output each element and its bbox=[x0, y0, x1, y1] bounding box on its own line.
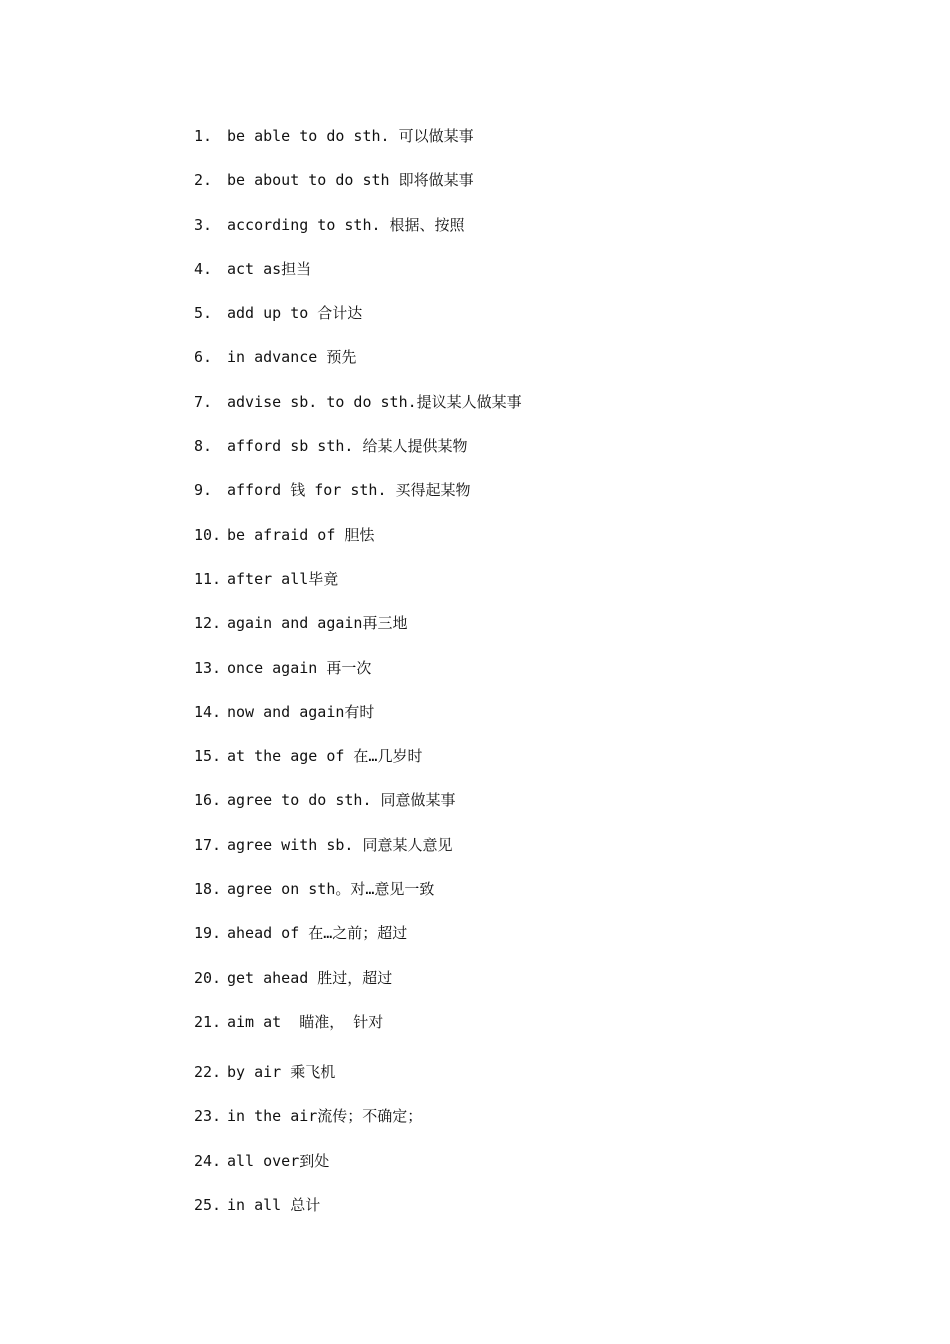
item-number: 24. bbox=[194, 1151, 222, 1170]
list-item bbox=[194, 1060, 522, 1104]
item-text: once again 再一次 bbox=[227, 658, 372, 677]
item-number: 21. bbox=[194, 1012, 222, 1031]
item-number: 20. bbox=[194, 968, 222, 987]
list-item bbox=[194, 611, 522, 655]
list-item bbox=[194, 700, 522, 744]
list-item bbox=[194, 478, 522, 522]
list-item bbox=[194, 966, 522, 1010]
list-item bbox=[194, 434, 522, 478]
list-item bbox=[194, 257, 522, 301]
item-text: again and again再三地 bbox=[227, 614, 408, 633]
item-text: in advance 预先 bbox=[227, 348, 357, 367]
list-item bbox=[194, 744, 522, 788]
item-text: now and again有时 bbox=[227, 702, 375, 721]
item-number: 6. bbox=[194, 348, 213, 367]
item-number: 9. bbox=[194, 481, 213, 500]
item-text: agree with sb. 同意某人意见 bbox=[227, 835, 453, 854]
item-number: 7. bbox=[194, 392, 213, 411]
list-item bbox=[194, 567, 522, 611]
list-item bbox=[194, 921, 522, 965]
list-item bbox=[194, 301, 522, 345]
item-number: 12. bbox=[194, 614, 222, 633]
item-text: at the age of 在…几岁时 bbox=[227, 747, 423, 766]
item-text: in the air流传；不确定； bbox=[227, 1107, 423, 1126]
item-number: 2. bbox=[194, 171, 213, 190]
item-text: act as担当 bbox=[227, 259, 312, 278]
list-item bbox=[194, 656, 522, 700]
item-number: 25. bbox=[194, 1195, 222, 1214]
item-number: 19. bbox=[194, 924, 222, 943]
item-text: in all 总计 bbox=[227, 1195, 321, 1214]
item-number: 14. bbox=[194, 702, 222, 721]
item-number: 16. bbox=[194, 791, 222, 810]
list-item bbox=[194, 124, 522, 168]
item-number: 1. bbox=[194, 127, 213, 145]
item-number: 17. bbox=[194, 835, 222, 854]
item-number: 10. bbox=[194, 525, 222, 544]
item-number: 23. bbox=[194, 1107, 222, 1126]
list-item bbox=[194, 213, 522, 257]
list-item bbox=[194, 877, 522, 921]
item-text: afford 钱 for sth. 买得起某物 bbox=[227, 481, 471, 500]
item-text: agree on sth。对…意见一致 bbox=[227, 880, 435, 899]
item-number: 8. bbox=[194, 437, 213, 456]
item-text: be able to do sth. 可以做某事 bbox=[227, 127, 474, 145]
item-text: by air 乘飞机 bbox=[227, 1062, 336, 1081]
list-item bbox=[194, 788, 522, 832]
list-item bbox=[194, 1193, 522, 1237]
item-text: agree to do sth. 同意做某事 bbox=[227, 791, 456, 810]
list-item bbox=[194, 833, 522, 877]
item-number: 22. bbox=[194, 1062, 222, 1081]
list-item bbox=[194, 168, 522, 212]
item-number: 5. bbox=[194, 304, 213, 323]
item-number: 18. bbox=[194, 880, 222, 899]
item-text: aim at 瞄准， 针对 bbox=[227, 1012, 384, 1031]
item-text: be about to do sth 即将做某事 bbox=[227, 171, 474, 190]
item-text: all over到处 bbox=[227, 1151, 330, 1170]
list-item bbox=[194, 390, 522, 434]
list-item bbox=[194, 1104, 522, 1148]
list-item bbox=[194, 1149, 522, 1193]
item-text: get ahead 胜过，超过 bbox=[227, 968, 393, 987]
item-text: advise sb. to do sth.提议某人做某事 bbox=[227, 392, 522, 411]
phrase-list bbox=[194, 124, 522, 1237]
item-number: 15. bbox=[194, 747, 222, 766]
item-text: be afraid of 胆怯 bbox=[227, 525, 375, 544]
item-number: 13. bbox=[194, 658, 222, 677]
item-text: ahead of 在…之前；超过 bbox=[227, 924, 408, 943]
item-number: 4. bbox=[194, 259, 213, 278]
list-item bbox=[194, 1010, 522, 1060]
item-text: according to sth. 根据、按照 bbox=[227, 215, 465, 234]
list-item bbox=[194, 345, 522, 389]
item-number: 11. bbox=[194, 569, 222, 588]
item-number: 3. bbox=[194, 215, 213, 234]
list-item bbox=[194, 523, 522, 567]
item-text: after all毕竟 bbox=[227, 569, 339, 588]
item-text: afford sb sth. 给某人提供某物 bbox=[227, 437, 468, 456]
item-text: add up to 合计达 bbox=[227, 304, 363, 323]
